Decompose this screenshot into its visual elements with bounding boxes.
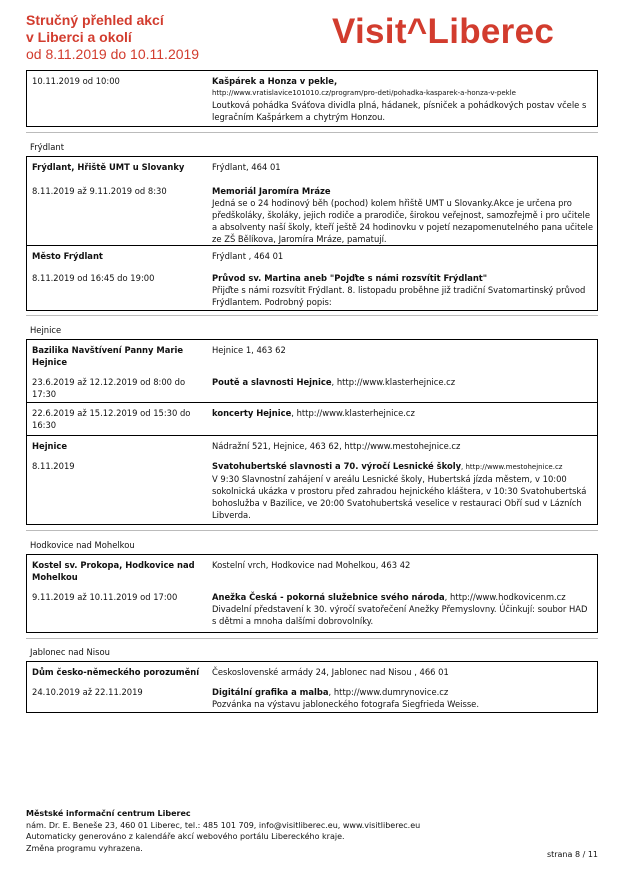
event-details [212, 559, 594, 627]
region-box-jablonec [26, 661, 598, 713]
venue-details [32, 344, 204, 400]
event-line [212, 686, 594, 698]
venue-address: Frýdlant , 464 01 [212, 251, 284, 261]
region-heading-frydlant: Frýdlant [30, 142, 64, 152]
event-box-top [26, 70, 598, 127]
region-heading-hejnice: Hejnice [30, 325, 62, 335]
region-box-hejnice [26, 339, 598, 525]
venue-details [32, 559, 204, 603]
divider [26, 530, 598, 531]
event-details [212, 440, 594, 521]
event-title: Průvod sv. Martina aneb "Pojďte s námi rozsvítit Frýdlant" [212, 273, 488, 283]
event-url[interactable]: , http://www.hodkovicenm.cz [444, 592, 566, 602]
event-title: Memoriál Jaromíra Mráze [212, 186, 331, 196]
title-line-1: Stručný přehled akcí [26, 12, 164, 28]
event-description: Pozvánka na výstavu jabloneckého fotografa Siegfrieda Weisse. [212, 699, 479, 709]
region-box-hodkovice [26, 554, 598, 633]
region-heading-jablonec: Jablonec nad Nisou [30, 647, 110, 657]
event-line [212, 460, 594, 473]
event-line [212, 376, 594, 388]
divider [26, 315, 598, 316]
event-line [212, 407, 594, 419]
venue-row [27, 555, 597, 632]
event-row [27, 402, 597, 435]
event-url[interactable]: , http://www.mestohejnice.cz [461, 463, 563, 471]
event-url[interactable]: , http://www.klasterhejnice.cz [291, 408, 415, 418]
venue-name: Město Frýdlant [32, 251, 103, 261]
visit-liberec-logo: Visit^Liberec [332, 12, 555, 51]
venue-name: Frýdlant, Hřiště UMT u Slovanky [32, 162, 185, 172]
event-description: Divadelní představení k 30. výročí svatořečení Anežky Přemyslovny. Účinkují: soubor HAD s dětmi a mnoha dalšími dobrovolníky. [212, 604, 588, 626]
event-title: Anežka Česká - pokorná služebnice svého národa [212, 592, 445, 602]
venue-name: Bazilika Navštívení Panny Marie Hejnice [32, 345, 184, 367]
event-title: koncerty Hejnice [212, 408, 292, 418]
venue-address: Kostelní vrch, Hodkovice nad Mohelkou, 463 42 [212, 560, 411, 570]
event-details [212, 666, 594, 710]
divider [26, 638, 598, 639]
event-date: 8.11.2019 od 16:45 do 19:00 [32, 273, 155, 283]
event-date: 22.6.2019 až 15.12.2019 od 15:30 do 16:30 [32, 408, 191, 430]
event-url[interactable]: , http://www.klasterhejnice.cz [331, 377, 456, 387]
event-url[interactable]: , http://www.dumrynovice.cz [328, 687, 449, 697]
event-date: 24.10.2019 až 22.11.2019 [32, 687, 143, 697]
footer-address: nám. Dr. E. Beneše 23, 460 01 Liberec, tel.: 485 101 709, info@visitliberec.eu, www.visitliberec.eu [26, 820, 421, 830]
event-description: V 9:30 Slavnostní zahájení v areálu Lesnické školy, Hubertská jízda městem, v 10:00 sokolnická ukázka v prostoru před zahradou hejnického kláštera, v 10:30 Svatohubertská bohoslužba v Bazilice, ve 20:00 Svatohubertská veselice v restauraci Obří sud v Lázních Libverda. [212, 474, 587, 520]
event-details [212, 75, 594, 123]
event-date: 8.11.2019 až 9.11.2019 od 8:30 [32, 186, 167, 196]
event-description: Přijďte s námi rozsvítit Frýdlant. 8. listopadu proběhne již tradiční Svatomartinský průvod Frýdlantem. Podrobný popis: [212, 285, 586, 307]
event-details [212, 344, 594, 388]
event-description: Loutková pohádka Sváťova dividla plná, hádanek, písniček a pohádkových postav včele s legračním Kašpárkem a chytrým Honzou. [212, 100, 587, 122]
venue-details [32, 250, 204, 284]
venue-details [32, 161, 204, 197]
event-description: Jedná se o 24 hodinový běh (pochod) kolem hřiště UMT u Slovanky.Akce je určena pro předškoláky, školáky, jejich rodiče a prarodiče, širokou veřejnost, samozřejmě i pro učitele a absolventy naší školy, kteří ještě 24 hodinovku v pojetí nezapomenutelného pana učitele ze ZŠ Bělíkova, Jaromíra Mráze, pamatují. [212, 198, 594, 244]
venue-name: Kostel sv. Prokopa, Hodkovice nad Mohelkou [32, 560, 195, 582]
event-date: 23.6.2019 až 12.12.2019 od 8:00 do 17:30 [32, 377, 186, 399]
event-details [212, 250, 594, 308]
title-line-2: v Liberci a okolí [26, 29, 132, 45]
venue-name: Dům česko-německého porozumění [32, 667, 200, 677]
venue-row [27, 662, 597, 712]
venue-name: Hejnice [32, 441, 68, 451]
venue-row [27, 245, 597, 311]
footer-org: Městské informační centrum Liberec [26, 809, 191, 818]
venue-row [27, 340, 597, 402]
event-date: 9.11.2019 až 10.11.2019 od 17:00 [32, 592, 178, 602]
venue-address: Československé armády 24, Jablonec nad Nisou , 466 01 [212, 667, 449, 677]
venue-row [27, 435, 597, 524]
region-heading-hodkovice: Hodkovice nad Mohelkou [30, 540, 135, 550]
date-range: od 8.11.2019 do 10.11.2019 [26, 46, 200, 62]
event-date: 8.11.2019 [32, 461, 75, 471]
event-date: 10.11.2019 od 10:00 [32, 76, 120, 86]
divider [26, 132, 598, 133]
event-url[interactable]: http://www.vratislavice101010.cz/program/pro-deti/pohadka-kasparek-a-honza-v-pekle [212, 89, 516, 97]
event-row [27, 71, 597, 126]
region-box-frydlant [26, 156, 598, 311]
event-title: Kašpárek a Honza v pekle, [212, 76, 338, 86]
venue-address: Hejnice 1, 463 62 [212, 345, 286, 355]
footer-note: Změna programu vyhrazena. [26, 843, 143, 853]
document-title [26, 12, 266, 63]
event-title: Digitální grafika a malba [212, 687, 329, 697]
page-number: strana 8 / 11 [546, 850, 598, 859]
event-title: Poutě a slavnosti Hejnice [212, 377, 332, 387]
venue-address: Nádražní 521, Hejnice, 463 62, http://www.mestohejnice.cz [212, 441, 461, 451]
event-details [212, 161, 594, 245]
footer-generated: Automaticky generováno z kalendáře akcí webového portálu Libereckého kraje. [26, 832, 345, 841]
venue-details [32, 440, 204, 472]
footer [26, 808, 420, 854]
venue-details [32, 666, 204, 698]
venue-row [27, 157, 597, 245]
venue-address: Frýdlant, 464 01 [212, 162, 281, 172]
event-line [212, 591, 594, 603]
event-title: Svatohubertské slavnosti a 70. výročí Lesnické školy [212, 461, 462, 471]
